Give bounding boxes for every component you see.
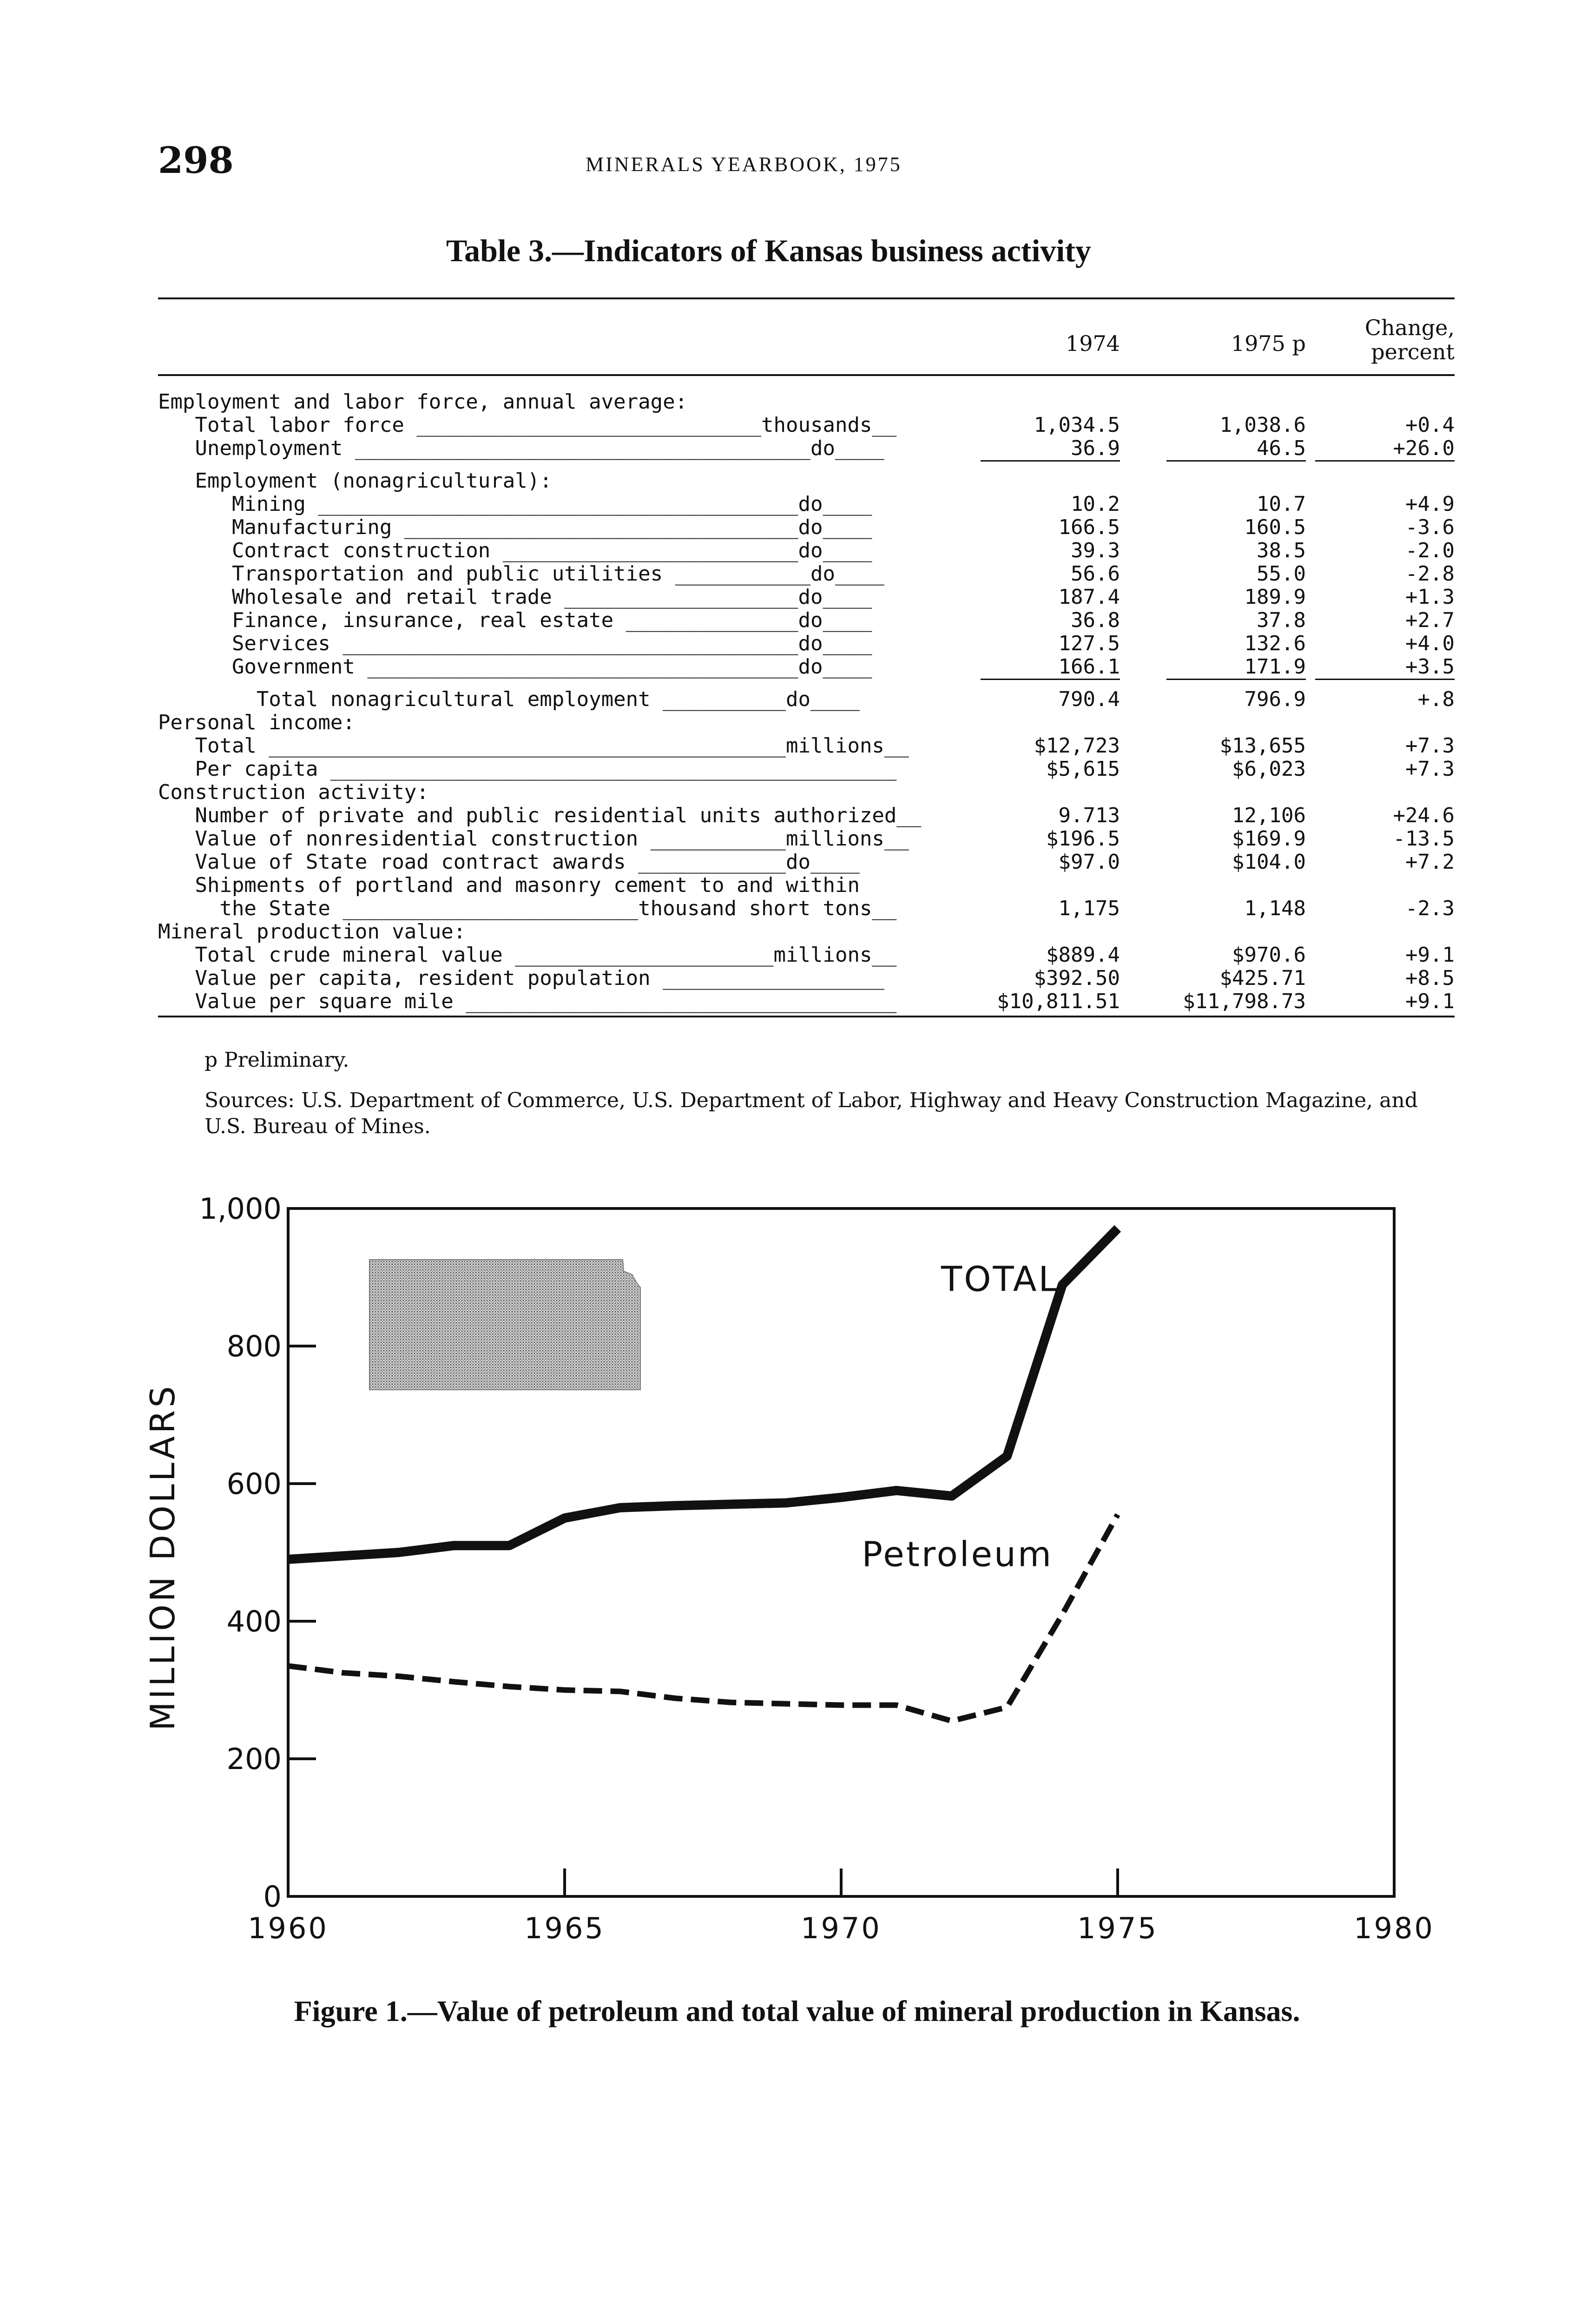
column-header-1974: 1974	[1065, 331, 1120, 356]
row-label: Total crude mineral value _____________________millions__	[158, 943, 897, 967]
row-value-v2: $104.0	[1232, 850, 1306, 874]
table-row	[158, 586, 1455, 609]
table-row	[158, 758, 1455, 781]
row-value-v3: +4.0	[1405, 632, 1455, 655]
row-value-v3: +7.3	[1405, 734, 1455, 758]
row-value-v1: 36.9	[1071, 436, 1120, 460]
row-value-v3: -2.8	[1405, 562, 1455, 586]
column-header-change-line1: Change,	[1364, 315, 1455, 340]
row-value-v2: 12,106	[1232, 804, 1306, 827]
row-value-v2: 38.5	[1257, 539, 1306, 562]
ul-government-rule	[1166, 679, 1306, 680]
ul-unemployment-rule	[981, 460, 1120, 462]
table-title: Table 3.—Indicators of Kansas business activity	[446, 233, 1091, 268]
table-row	[158, 944, 1455, 967]
x-tick-label: 1970	[801, 1911, 882, 1945]
row-value-v3: +26.0	[1393, 436, 1455, 460]
row-value-v3: +1.3	[1405, 585, 1455, 609]
table-footnote: p Preliminary.	[204, 1048, 349, 1072]
data-point-petroleum	[951, 1721, 952, 1722]
row-value-v1: $889.4	[1046, 943, 1120, 967]
table-header-rule	[158, 374, 1455, 376]
table-row	[158, 562, 1455, 586]
row-label: Unemployment _____________________________________do____	[158, 436, 884, 460]
row-label: Employment and labor force, annual average:	[158, 390, 688, 414]
row-label: Value per capita, resident population __________________	[158, 966, 884, 990]
table-row	[158, 734, 1455, 758]
kansas-map-icon	[369, 1260, 640, 1390]
row-value-v2: 132.6	[1244, 632, 1306, 655]
ul-government-rule	[981, 679, 1120, 680]
row-value-v1: 9.713	[1058, 804, 1120, 827]
row-value-v3: +0.4	[1405, 413, 1455, 437]
table-sources: Sources: U.S. Department of Commerce, U.S. Department of Labor, Highway and Heavy Construction Magazine, and U.S. Bureau of Mines.	[204, 1089, 1418, 1138]
row-value-v2: $11,798.73	[1183, 990, 1306, 1013]
row-value-v3: -13.5	[1393, 827, 1455, 851]
row-value-v2: 46.5	[1257, 436, 1306, 460]
running-head	[158, 139, 1069, 195]
row-value-v1: $97.0	[1058, 850, 1120, 874]
row-value-v3: +.8	[1417, 687, 1455, 711]
row-label: Transportation and public utilities ___________do____	[158, 562, 884, 586]
row-label: Number of private and public residential units authorized__	[158, 804, 922, 827]
table-row	[158, 920, 1455, 944]
data-point-petroleum	[1062, 1614, 1063, 1615]
row-value-v2: $6,023	[1232, 757, 1306, 781]
row-value-v1: 39.3	[1071, 539, 1120, 562]
row-value-v1: 187.4	[1058, 585, 1120, 609]
x-tick-label: 1980	[1354, 1911, 1435, 1945]
table-row	[158, 990, 1455, 1013]
row-value-v1: 127.5	[1058, 632, 1120, 655]
row-value-v1: $5,615	[1046, 757, 1120, 781]
table-row	[158, 437, 1455, 460]
row-value-v2: 10.7	[1257, 492, 1306, 516]
table-row	[158, 414, 1455, 437]
row-value-v1: 36.8	[1071, 608, 1120, 632]
table-bottom-rule	[158, 1016, 1455, 1017]
row-value-v3: +7.3	[1405, 757, 1455, 781]
row-value-v2: 189.9	[1244, 585, 1306, 609]
row-label: Services _____________________________________do____	[158, 632, 872, 655]
table-row	[158, 874, 1455, 897]
row-label: Government ___________________________________do____	[158, 655, 872, 679]
mineral-value-chart	[121, 1171, 1469, 1971]
row-label: Construction activity:	[158, 780, 429, 804]
row-label: Value per square mile ___________________________________	[158, 990, 897, 1013]
row-label: Personal income:	[158, 711, 355, 734]
series-label-petroleum: Petroleum	[862, 1534, 1053, 1575]
row-label: Total labor force ____________________________thousands__	[158, 413, 897, 437]
book-title: MINERALS YEARBOOK, 1975	[586, 153, 902, 176]
row-value-v3: -2.3	[1405, 897, 1455, 920]
data-point-petroleum	[1007, 1707, 1008, 1708]
row-value-v2: $970.6	[1232, 943, 1306, 967]
row-value-v3: +4.9	[1405, 492, 1455, 516]
row-value-v3: +9.1	[1405, 990, 1455, 1013]
x-tick-label: 1960	[248, 1911, 329, 1945]
x-tick-label: 1975	[1077, 1911, 1158, 1945]
row-value-v3: +2.7	[1405, 608, 1455, 632]
column-header-change-line2: percent	[1371, 339, 1455, 364]
table-row	[158, 516, 1455, 539]
table-row	[158, 688, 1455, 711]
table-row	[158, 897, 1455, 920]
row-value-v2: 55.0	[1257, 562, 1306, 586]
row-value-v2: 796.9	[1244, 687, 1306, 711]
table-row	[158, 967, 1455, 990]
figure-caption: Figure 1.—Value of petroleum and total value of mineral production in Kansas.	[294, 1994, 1300, 2027]
row-label: Total __________________________________________millions__	[158, 734, 909, 758]
table-row	[158, 851, 1455, 874]
row-value-v3: -2.0	[1405, 539, 1455, 562]
row-label: Finance, insurance, real estate ______________do____	[158, 608, 872, 632]
row-value-v2: 1,038.6	[1219, 413, 1306, 437]
table-row	[158, 493, 1455, 516]
row-label: Shipments of portland and masonry cement to and within	[158, 873, 860, 897]
row-label: Manufacturing ________________________________do____	[158, 515, 872, 539]
y-tick-label: 200	[226, 1742, 282, 1776]
row-value-v1: $12,723	[1034, 734, 1120, 758]
table-row	[158, 804, 1455, 827]
row-value-v3: +9.1	[1405, 943, 1455, 967]
table-row	[158, 632, 1455, 655]
row-label: Wholesale and retail trade ___________________do____	[158, 585, 872, 609]
y-tick-label: 600	[226, 1467, 282, 1501]
row-value-v3: +8.5	[1405, 966, 1455, 990]
row-value-v1: 166.1	[1058, 655, 1120, 679]
ul-government-rule	[1315, 679, 1455, 680]
table-row	[158, 827, 1455, 851]
x-tick-label: 1965	[524, 1911, 605, 1945]
table-row	[158, 655, 1455, 679]
table-top-rule	[158, 297, 1455, 299]
row-value-v3: +3.5	[1405, 655, 1455, 679]
row-label: Contract construction ________________________do____	[158, 539, 872, 562]
table-row	[158, 711, 1455, 734]
table-row	[158, 469, 1455, 493]
y-tick-label: 400	[226, 1604, 282, 1638]
ul-unemployment-rule	[1166, 460, 1306, 462]
row-label: Employment (nonagricultural):	[158, 469, 552, 493]
row-label: Total nonagricultural employment __________do____	[158, 687, 860, 711]
row-value-v1: $392.50	[1034, 966, 1120, 990]
row-value-v2: $169.9	[1232, 827, 1306, 851]
y-tick-label: 1,000	[199, 1192, 282, 1226]
row-label: Mineral production value:	[158, 920, 466, 944]
y-tick-label: 0	[263, 1880, 282, 1914]
table-row	[158, 539, 1455, 562]
table-row	[158, 390, 1455, 414]
series-label-total: TOTAL	[941, 1259, 1060, 1300]
row-value-v2: 171.9	[1244, 655, 1306, 679]
row-label: Value of nonresidential construction ___________millions__	[158, 827, 909, 851]
row-value-v3: -3.6	[1405, 515, 1455, 539]
table-row	[158, 609, 1455, 632]
row-label: Per capita ______________________________________________	[158, 757, 897, 781]
row-label: the State ________________________thousand short tons__	[158, 897, 897, 920]
row-value-v1: 166.5	[1058, 515, 1120, 539]
row-value-v1: $196.5	[1046, 827, 1120, 851]
table-row	[158, 781, 1455, 804]
row-value-v1: 1,175	[1058, 897, 1120, 920]
row-value-v1: 1,034.5	[1034, 413, 1120, 437]
row-value-v1: 790.4	[1058, 687, 1120, 711]
row-value-v1: 56.6	[1071, 562, 1120, 586]
column-header-1975: 1975 p	[1231, 331, 1306, 356]
row-value-v1: $10,811.51	[997, 990, 1120, 1013]
row-label: Mining _______________________________________do____	[158, 492, 872, 516]
row-value-v2: 37.8	[1257, 608, 1306, 632]
row-value-v2: $13,655	[1219, 734, 1306, 758]
row-value-v2: $425.71	[1219, 966, 1306, 990]
row-value-v3: +7.2	[1405, 850, 1455, 874]
page-number: 298	[158, 139, 234, 182]
row-label: Value of State road contract awards ____________do____	[158, 850, 860, 874]
y-axis-title: MILLION DOLLARS	[143, 1383, 182, 1731]
ul-unemployment-rule	[1315, 460, 1455, 462]
row-value-v2: 1,148	[1244, 897, 1306, 920]
y-tick-label: 800	[226, 1329, 282, 1363]
row-value-v3: +24.6	[1393, 804, 1455, 827]
row-value-v1: 10.2	[1071, 492, 1120, 516]
row-value-v2: 160.5	[1244, 515, 1306, 539]
